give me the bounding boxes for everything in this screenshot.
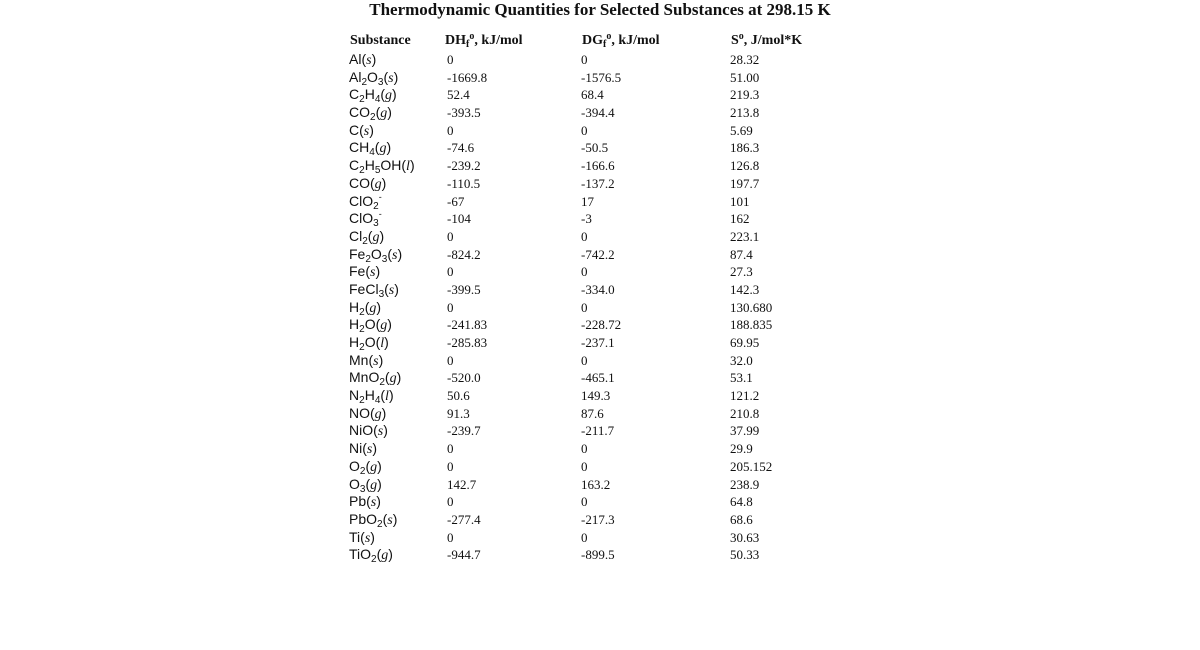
formula-text: O	[370, 245, 382, 262]
substance-cell	[349, 440, 377, 459]
formula-text: )	[393, 68, 399, 85]
dg-value-cell: 0	[581, 458, 588, 474]
formula-text: )	[376, 298, 382, 315]
dh-value-cell: -104	[447, 211, 471, 227]
header-dh-base: DH	[445, 33, 466, 48]
substance-cell	[349, 369, 401, 388]
formula-subscript: 2	[365, 253, 371, 265]
dg-value-cell: 0	[581, 264, 588, 280]
formula-text: )	[369, 121, 374, 138]
formula-text: (	[384, 369, 390, 386]
formula-subscript: 3	[373, 218, 379, 230]
substance-cell	[349, 51, 376, 70]
formula-text: (	[365, 457, 371, 474]
s-value-cell: 219.3	[730, 87, 760, 103]
formula-text: )	[375, 263, 381, 280]
formula-text: )	[386, 139, 392, 156]
substance-cell	[349, 493, 381, 512]
formula-text: )	[377, 475, 382, 492]
state-symbol: g	[380, 318, 388, 334]
s-value-cell: 29.9	[730, 441, 753, 457]
dh-value-cell: 142.7	[447, 476, 477, 492]
state-symbol: l	[406, 159, 410, 175]
formula-text: )	[379, 227, 385, 244]
formula-subscript: 2	[362, 235, 368, 247]
formula-text: (	[382, 510, 388, 527]
dg-value-cell: -237.1	[581, 335, 615, 350]
dh-value-cell: 0	[447, 122, 454, 138]
dh-value-cell: -241.83	[447, 317, 488, 333]
s-value-cell: 130.680	[730, 299, 773, 315]
dg-value-cell: 163.2	[581, 476, 611, 492]
formula-text: (	[384, 280, 389, 297]
header-dg-base: DG	[582, 33, 603, 48]
table-title: Thermodynamic Quantities for Selected Substances at 298.15 K	[369, 0, 831, 19]
formula-text: H	[364, 86, 375, 103]
formula-text: )	[370, 528, 375, 545]
formula-text: O(	[364, 334, 381, 350]
formula-subscript: 2	[370, 112, 376, 124]
formula-text: )	[409, 157, 415, 174]
state-symbol: g	[372, 229, 380, 245]
state-symbol: g	[369, 300, 377, 316]
s-value-cell: 126.8	[730, 158, 760, 174]
formula-text: O	[367, 68, 378, 85]
dg-value-cell: 0	[581, 122, 588, 138]
substance-cell	[349, 228, 384, 247]
formula-text: NO(	[349, 404, 375, 421]
formula-subscript: 2	[359, 342, 365, 353]
formula-text: C	[349, 157, 360, 174]
substance-cell	[349, 405, 386, 424]
formula-text: (	[380, 86, 386, 103]
formula-text: )	[376, 493, 381, 510]
formula-text: (	[365, 475, 371, 492]
formula-text: H	[349, 298, 360, 315]
dh-value-cell: -399.5	[447, 281, 481, 297]
substance-cell	[349, 352, 383, 371]
dg-value-cell: 0	[581, 441, 588, 457]
s-value-cell: 205.152	[730, 458, 773, 474]
formula-subscript: 2	[359, 94, 365, 106]
header-s	[731, 31, 802, 51]
formula-text: Fe(	[349, 263, 370, 280]
s-value-cell: 27.3	[730, 264, 753, 280]
formula-text: )	[384, 334, 389, 350]
dg-value-cell: -899.5	[581, 547, 615, 563]
header-dh-sup: o	[469, 31, 475, 42]
s-value-cell: 213.8	[730, 105, 760, 121]
state-symbol: l	[385, 389, 389, 405]
formula-text: )	[377, 457, 382, 474]
dg-value-cell: 87.6	[581, 405, 604, 421]
formula-text: )	[396, 369, 402, 386]
formula-text: MnO	[349, 369, 380, 386]
dg-value-cell: -3	[581, 211, 592, 227]
formula-subscript: 4	[369, 147, 375, 159]
header-dg-sub: f	[603, 39, 607, 50]
formula-text: OH(	[380, 157, 407, 174]
formula-text: CH	[349, 139, 370, 156]
formula-text: )	[392, 510, 398, 527]
dg-value-cell: -166.6	[581, 158, 615, 174]
state-symbol: s	[392, 247, 398, 263]
dh-value-cell: -277.4	[447, 511, 481, 527]
dh-value-cell: -285.83	[447, 335, 488, 350]
formula-text: )	[371, 51, 377, 67]
substance-cell	[349, 86, 397, 105]
dg-value-cell: -50.5	[581, 140, 609, 156]
header-substance: Substance	[350, 33, 411, 48]
header-s-sup: o	[738, 31, 744, 42]
dh-value-cell: 0	[447, 458, 454, 474]
formula-text: H	[349, 316, 360, 333]
formula-text: )	[392, 86, 397, 103]
dh-value-cell: 91.3	[447, 405, 470, 421]
substance-cell	[349, 69, 398, 88]
dg-value-cell: -217.3	[581, 511, 615, 527]
formula-text: Al	[349, 68, 362, 85]
dg-value-cell: -742.2	[581, 246, 615, 262]
dg-value-cell: -1576.5	[581, 69, 622, 85]
formula-text: C(	[349, 121, 364, 138]
s-value-cell: 162	[730, 211, 750, 227]
formula-text: )	[397, 245, 403, 262]
dg-value-cell: 68.4	[581, 87, 604, 103]
formula-text: )	[378, 351, 384, 368]
formula-subscript: 2	[359, 165, 365, 177]
formula-subscript: 4	[374, 395, 381, 407]
s-value-cell: 101	[730, 193, 750, 209]
dg-value-cell: -228.72	[581, 317, 622, 333]
header-s-base: S	[731, 33, 739, 48]
state-symbol: g	[379, 141, 387, 157]
substance-cell	[349, 529, 375, 548]
header-dh	[445, 31, 523, 51]
s-value-cell: 51.00	[730, 69, 760, 85]
formula-text: (	[380, 387, 386, 404]
header-dh-unit: , kJ/mol	[474, 33, 523, 48]
formula-text: CO(	[349, 174, 375, 191]
formula-text: FeCl	[349, 280, 379, 297]
dh-value-cell: 0	[447, 264, 454, 280]
formula-text: )	[387, 316, 392, 333]
formula-text: H	[349, 334, 360, 350]
substance-cell	[349, 104, 392, 123]
state-symbol: g	[389, 371, 397, 387]
substance-cell	[349, 281, 399, 300]
formula-text: (	[383, 68, 389, 85]
formula-subscript: 2	[361, 76, 368, 88]
substance-cell	[349, 263, 380, 282]
s-value-cell: 5.69	[730, 122, 753, 138]
substance-cell	[349, 316, 392, 335]
formula-text: (	[367, 227, 373, 244]
formula-superscript: -	[378, 209, 382, 220]
state-symbol: s	[373, 353, 379, 369]
header-dg-unit: , kJ/mol	[611, 33, 660, 48]
s-value-cell: 186.3	[730, 140, 760, 156]
formula-text: C	[349, 86, 360, 103]
formula-subscript: 3	[378, 288, 385, 300]
dg-value-cell: 0	[581, 52, 588, 67]
dh-value-cell: -824.2	[447, 246, 481, 262]
dh-value-cell: -944.7	[447, 547, 481, 563]
formula-text: )	[394, 280, 399, 297]
state-symbol: s	[388, 70, 394, 86]
formula-subscript: 2	[359, 306, 365, 318]
formula-subscript: 2	[371, 554, 377, 566]
dh-value-cell: 0	[447, 299, 454, 315]
s-value-cell: 68.6	[730, 511, 753, 527]
dg-value-cell: 149.3	[581, 388, 611, 404]
dg-value-cell: 0	[581, 228, 588, 244]
dg-value-cell: -465.1	[581, 370, 615, 386]
header-dg-sup: o	[606, 31, 612, 42]
dg-value-cell: 17	[581, 193, 594, 209]
s-value-cell: 188.835	[730, 317, 773, 333]
dh-value-cell: 0	[447, 228, 454, 244]
substance-cell	[349, 476, 382, 495]
s-value-cell: 197.7	[730, 175, 760, 191]
header-s-unit: , J/mol*K	[743, 33, 803, 48]
substance-cell	[349, 157, 415, 176]
dh-value-cell: 0	[447, 52, 454, 67]
state-symbol: s	[377, 424, 384, 440]
state-symbol: g	[370, 459, 378, 475]
substance-cell	[349, 387, 394, 406]
formula-subscript: 3	[377, 76, 384, 88]
dh-value-cell: -67	[447, 193, 465, 209]
formula-text: Mn(	[349, 351, 374, 368]
s-value-cell: 121.2	[730, 388, 760, 404]
substance-cell	[349, 122, 374, 141]
s-value-cell: 37.99	[730, 423, 760, 439]
formula-text: (	[376, 546, 382, 563]
formula-subscript: 4	[374, 94, 381, 106]
formula-text: (	[375, 104, 381, 121]
s-value-cell: 50.33	[730, 547, 760, 563]
substance-cell	[349, 246, 402, 265]
state-symbol: g	[374, 406, 382, 422]
formula-subscript: 2	[373, 200, 379, 212]
substance-cell	[349, 334, 389, 353]
dh-value-cell: -239.7	[447, 423, 481, 439]
formula-subscript: 2	[359, 395, 365, 407]
s-value-cell: 238.9	[730, 476, 760, 492]
formula-text: )	[372, 440, 378, 457]
formula-text: )	[388, 387, 394, 404]
formula-text: NiO(	[349, 422, 378, 439]
dh-value-cell: 0	[447, 441, 454, 457]
state-symbol: s	[388, 282, 395, 298]
state-symbol: s	[387, 512, 393, 528]
s-value-cell: 142.3	[730, 281, 760, 297]
state-symbol: s	[370, 495, 377, 511]
formula-subscript: 2	[377, 518, 383, 530]
formula-text: H	[364, 157, 375, 174]
formula-text: O(	[364, 316, 381, 333]
dh-value-cell: 0	[447, 352, 454, 368]
substance-cell	[349, 511, 397, 530]
formula-text: ClO	[349, 210, 374, 227]
formula-text: (	[364, 298, 370, 315]
formula-text: )	[388, 546, 393, 563]
formula-text: Fe	[349, 245, 366, 262]
formula-text: (	[374, 139, 380, 156]
s-value-cell: 223.1	[730, 228, 760, 244]
substance-cell	[349, 422, 388, 441]
formula-subscript: 2	[359, 324, 365, 336]
substance-cell	[349, 210, 382, 228]
formula-subscript: 3	[381, 253, 388, 265]
formula-text: Ti(	[349, 528, 365, 545]
formula-text: Cl	[349, 227, 363, 244]
formula-text: ClO	[349, 192, 374, 209]
substance-cell	[349, 299, 381, 318]
formula-text: N	[349, 387, 360, 404]
state-symbol: s	[366, 53, 372, 68]
formula-text: Al(	[349, 51, 367, 67]
header-dh-sub: f	[466, 39, 470, 50]
state-symbol: s	[366, 442, 373, 458]
formula-text: O	[349, 457, 360, 474]
substance-cell	[349, 546, 393, 565]
dg-value-cell: -211.7	[581, 423, 615, 439]
formula-text: H	[364, 387, 375, 404]
s-value-cell: 87.4	[730, 246, 753, 262]
formula-subscript: 2	[379, 377, 385, 389]
dg-value-cell: -394.4	[581, 105, 615, 121]
state-symbol: g	[370, 477, 378, 493]
dh-value-cell: -520.0	[447, 370, 481, 386]
substance-cell	[349, 193, 382, 211]
formula-text: Ni(	[349, 440, 367, 457]
state-symbol: g	[385, 88, 393, 104]
state-symbol: g	[374, 176, 382, 192]
dg-value-cell: 0	[581, 494, 588, 510]
dh-value-cell: 50.6	[447, 388, 470, 404]
dh-value-cell: -74.6	[447, 140, 475, 156]
dh-value-cell: -110.5	[447, 175, 481, 191]
formula-text: CO	[349, 104, 370, 121]
formula-text: )	[383, 422, 388, 439]
state-symbol: s	[370, 265, 376, 281]
dg-value-cell: 0	[581, 529, 588, 545]
formula-superscript: -	[378, 191, 382, 202]
formula-text: (	[387, 245, 393, 262]
formula-text: Pb(	[349, 493, 371, 510]
formula-text: )	[381, 404, 387, 421]
s-value-cell: 28.32	[730, 52, 760, 67]
formula-text: TiO	[349, 546, 372, 563]
state-symbol: g	[381, 548, 389, 564]
formula-subscript: 5	[374, 165, 381, 177]
s-value-cell: 32.0	[730, 352, 753, 368]
formula-text: )	[381, 174, 387, 191]
s-value-cell: 64.8	[730, 494, 753, 510]
state-symbol: l	[380, 336, 385, 351]
dg-value-cell: -334.0	[581, 281, 615, 297]
s-value-cell: 53.1	[730, 370, 753, 386]
dg-value-cell: -137.2	[581, 175, 615, 191]
formula-text: O	[349, 475, 360, 492]
header-dg	[582, 31, 660, 51]
dg-value-cell: 0	[581, 352, 588, 368]
substance-cell	[349, 139, 391, 158]
state-symbol: g	[380, 106, 388, 122]
dh-value-cell: 0	[447, 494, 454, 510]
formula-subscript: 3	[359, 483, 366, 495]
formula-text: )	[387, 104, 392, 121]
dg-value-cell: 0	[581, 299, 588, 315]
dh-value-cell: 0	[447, 529, 454, 545]
substance-cell	[349, 458, 382, 477]
dh-value-cell: 52.4	[447, 87, 470, 103]
formula-subscript: 2	[359, 465, 366, 477]
dh-value-cell: -393.5	[447, 105, 481, 121]
dh-value-cell: -239.2	[447, 158, 481, 174]
state-symbol: s	[364, 530, 371, 546]
state-symbol: s	[363, 123, 370, 139]
s-value-cell: 69.95	[730, 335, 760, 350]
s-value-cell: 30.63	[730, 529, 760, 545]
dh-value-cell: -1669.8	[447, 69, 488, 85]
s-value-cell: 210.8	[730, 405, 760, 421]
formula-text: PbO	[349, 510, 378, 527]
